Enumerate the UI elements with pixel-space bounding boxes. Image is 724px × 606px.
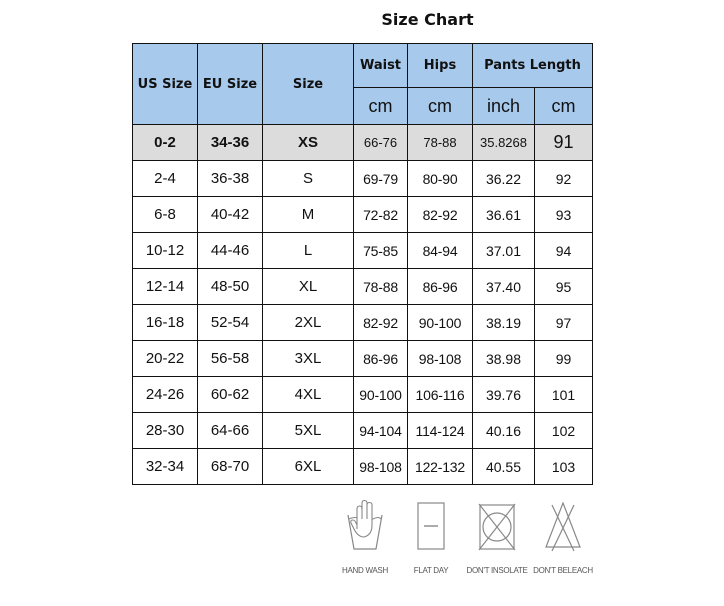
table-row (133, 305, 593, 341)
care-instructions (330, 490, 600, 590)
size-cell: XS (263, 125, 354, 161)
size-cell: L (263, 233, 354, 269)
inch-cell: 40.16 (473, 413, 535, 449)
cm-cell: 94 (535, 233, 593, 269)
eu-size-cell: 36-38 (198, 161, 263, 197)
size-cell: S (263, 161, 354, 197)
eu-size-cell: 56-58 (198, 341, 263, 377)
table-row (133, 449, 593, 485)
inch-cell: 39.76 (473, 377, 535, 413)
size-header: Size (263, 44, 354, 125)
cm-cell: 99 (535, 341, 593, 377)
hips-cell: 98-108 (408, 341, 473, 377)
us-size-cell: 32-34 (133, 449, 198, 485)
pants-inch-unit: inch (473, 88, 535, 125)
hips-cell: 106-116 (408, 377, 473, 413)
inch-cell: 36.22 (473, 161, 535, 197)
size-chart-table (132, 43, 593, 485)
hips-cell: 122-132 (408, 449, 473, 485)
eu-size-cell: 44-46 (198, 233, 263, 269)
size-cell: 6XL (263, 449, 354, 485)
waist-cell: 69-79 (354, 161, 408, 197)
hips-unit: cm (408, 88, 473, 125)
table-row (133, 341, 593, 377)
hips-cell: 86-96 (408, 269, 473, 305)
hips-header: Hips (408, 44, 473, 88)
eu-size-cell: 40-42 (198, 197, 263, 233)
size-cell: 3XL (263, 341, 354, 377)
us-size-cell: 0-2 (133, 125, 198, 161)
inch-cell: 38.98 (473, 341, 535, 377)
size-cell: 2XL (263, 305, 354, 341)
hand-wash-icon (340, 495, 390, 555)
us-size-header: US Size (133, 44, 198, 125)
size-cell: XL (263, 269, 354, 305)
care-item-flat-dry (396, 490, 466, 590)
waist-cell: 94-104 (354, 413, 408, 449)
do-not-bleach-icon (538, 495, 588, 555)
inch-cell: 37.01 (473, 233, 535, 269)
eu-size-cell: 34-36 (198, 125, 263, 161)
eu-size-cell: 60-62 (198, 377, 263, 413)
care-label-flat-dry: FLAT DAY (413, 566, 449, 575)
care-label-do-not-bleach: DON'T BELEACH (533, 566, 593, 575)
eu-size-header: EU Size (198, 44, 263, 125)
hips-cell: 84-94 (408, 233, 473, 269)
waist-cell: 90-100 (354, 377, 408, 413)
pants-cm-unit: cm (535, 88, 593, 125)
cm-cell: 103 (535, 449, 593, 485)
cm-cell: 91 (535, 125, 593, 161)
hips-cell: 80-90 (408, 161, 473, 197)
inch-cell: 37.40 (473, 269, 535, 305)
eu-size-cell: 52-54 (198, 305, 263, 341)
cm-cell: 92 (535, 161, 593, 197)
us-size-cell: 16-18 (133, 305, 198, 341)
hips-cell: 82-92 (408, 197, 473, 233)
us-size-cell: 10-12 (133, 233, 198, 269)
eu-size-cell: 48-50 (198, 269, 263, 305)
cm-cell: 101 (535, 377, 593, 413)
cm-cell: 95 (535, 269, 593, 305)
hips-cell: 78-88 (408, 125, 473, 161)
header-row (133, 44, 593, 88)
eu-size-cell: 64-66 (198, 413, 263, 449)
table-row (133, 377, 593, 413)
table-row (133, 413, 593, 449)
page-title: Size Chart (381, 10, 474, 29)
care-item-do-not-insolate (462, 490, 532, 590)
us-size-cell: 24-26 (133, 377, 198, 413)
size-cell: 5XL (263, 413, 354, 449)
table-row (133, 125, 593, 161)
us-size-cell: 20-22 (133, 341, 198, 377)
waist-cell: 82-92 (354, 305, 408, 341)
hips-cell: 114-124 (408, 413, 473, 449)
table-row (133, 197, 593, 233)
care-item-do-not-bleach (528, 490, 598, 590)
waist-cell: 75-85 (354, 233, 408, 269)
us-size-cell: 28-30 (133, 413, 198, 449)
table-row (133, 233, 593, 269)
us-size-cell: 6-8 (133, 197, 198, 233)
do-not-insolate-icon (472, 495, 522, 555)
inch-cell: 40.55 (473, 449, 535, 485)
cm-cell: 93 (535, 197, 593, 233)
waist-cell: 72-82 (354, 197, 408, 233)
care-item-hand-wash (330, 490, 400, 590)
us-size-cell: 12-14 (133, 269, 198, 305)
cm-cell: 97 (535, 305, 593, 341)
inch-cell: 35.8268 (473, 125, 535, 161)
inch-cell: 38.19 (473, 305, 535, 341)
table-row (133, 269, 593, 305)
pants-length-header: Pants Length (473, 44, 593, 88)
waist-cell: 78-88 (354, 269, 408, 305)
us-size-cell: 2-4 (133, 161, 198, 197)
care-label-do-not-insolate: DON'T INSOLATE (466, 566, 528, 575)
flat-dry-icon (406, 495, 456, 555)
cm-cell: 102 (535, 413, 593, 449)
eu-size-cell: 68-70 (198, 449, 263, 485)
waist-header: Waist (354, 44, 408, 88)
hips-cell: 90-100 (408, 305, 473, 341)
table-row (133, 161, 593, 197)
waist-cell: 86-96 (354, 341, 408, 377)
waist-unit: cm (354, 88, 408, 125)
waist-cell: 66-76 (354, 125, 408, 161)
inch-cell: 36.61 (473, 197, 535, 233)
waist-cell: 98-108 (354, 449, 408, 485)
size-cell: M (263, 197, 354, 233)
size-cell: 4XL (263, 377, 354, 413)
care-label-hand-wash: HAND WASH (342, 566, 388, 575)
